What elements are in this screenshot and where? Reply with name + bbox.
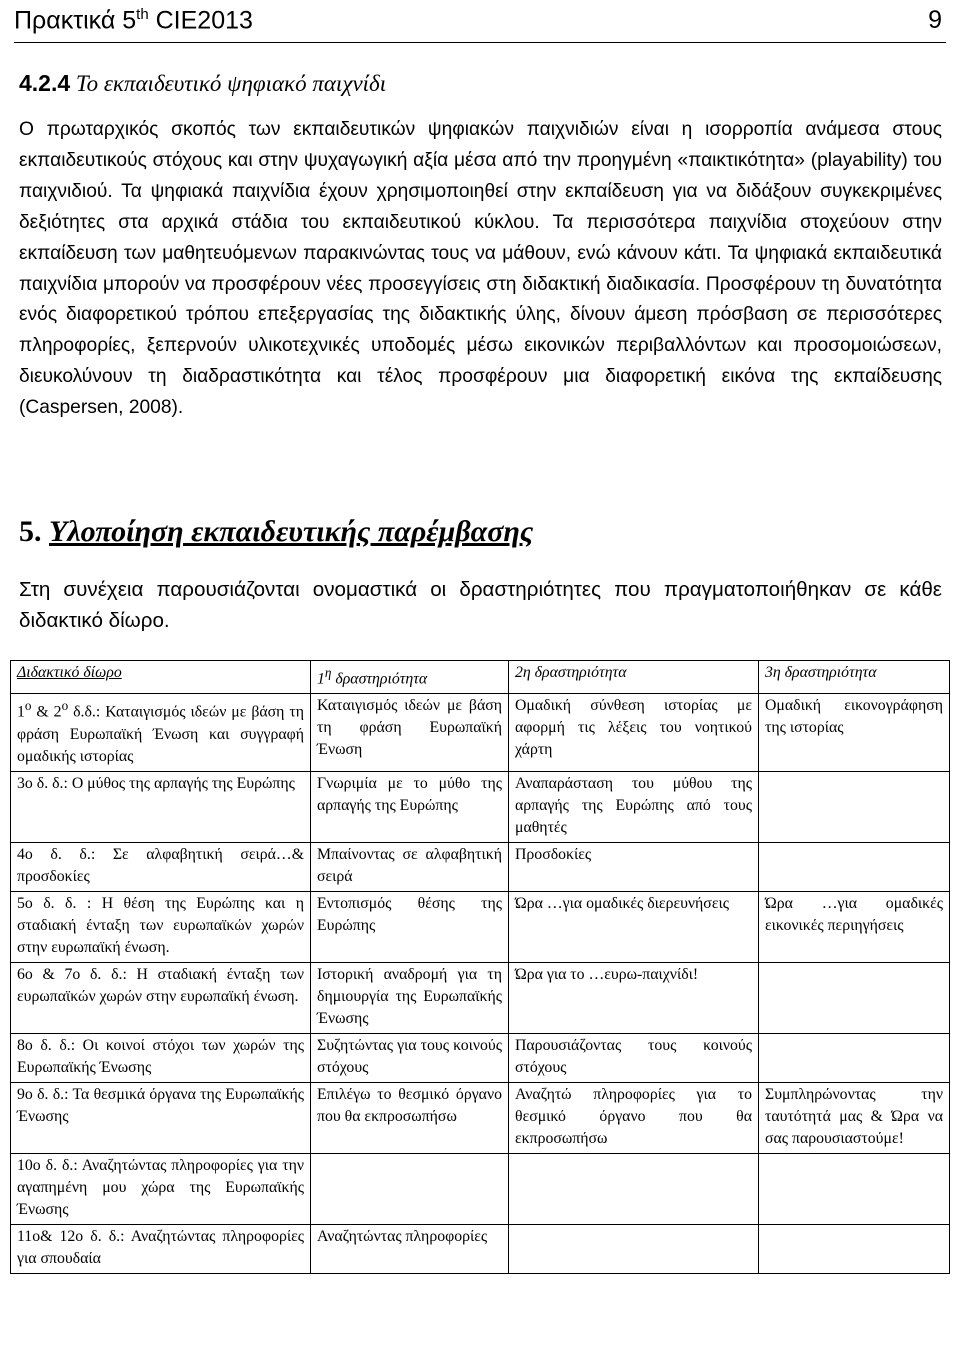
cell-period: 4ο δ. δ.: Σε αλφαβητική σειρά…& προσδοκίες	[11, 842, 311, 891]
cell-activity-1: Εντοπισμός θέσης της Ευρώπης	[311, 891, 509, 962]
header-activity-1: $1^\eta$ δραστηριότητα	[311, 661, 509, 694]
section-heading-5: 5. Υλοποίηση εκπαιδευτικής παρέμβασης	[19, 515, 534, 548]
cell-period: 9ο δ. δ.: Τα θεσμικά όργανα της Ευρωπαϊκής Ένωσης	[11, 1082, 311, 1153]
cell-period: 3ο δ. δ.: Ο μύθος της αρπαγής της Ευρώπης	[11, 771, 311, 842]
cell-activity-3: Συμπληρώνοντας την ταυτότητά μας & Ώρα να σας παρουσιαστούμε!	[759, 1082, 950, 1153]
cell-activity-1	[311, 1153, 509, 1224]
cell-activity-3	[759, 1033, 950, 1082]
cell-activity-3: Ομαδική εικονογράφηση της ιστορίας	[759, 694, 950, 771]
cell-activity-1: Συζητώντας για τους κοινούς στόχους	[311, 1033, 509, 1082]
header-activity-3: 3η δραστηριότητα	[759, 661, 950, 694]
cell-activity-1: Γνωριμία με το μύθο της αρπαγής της Ευρώπης	[311, 771, 509, 842]
cell-activity-3	[759, 1153, 950, 1224]
table-row	[11, 771, 950, 842]
cell-period: 5ο δ. δ. : Η θέση της Ευρώπης και η σταδιακή ένταξη των ευρωπαϊκών χωρών στην ευρωπαϊκή ένωση.	[11, 891, 311, 962]
table-row	[11, 694, 950, 771]
section-heading-4-2-4: 4.2.4 Το εκπαιδευτικό ψηφιακό παιχνίδι	[19, 70, 387, 96]
cell-activity-1: Μπαίνοντας σε αλφαβητική σειρά	[311, 842, 509, 891]
cell-activity-1: Αναζητώντας πληροφορίες	[311, 1224, 509, 1273]
cell-period: 8ο δ. δ.: Οι κοινοί στόχοι των χωρών της Ευρωπαϊκής Ένωσης	[11, 1033, 311, 1082]
cell-activity-2: Ώρα …για ομαδικές διερευνήσεις	[509, 891, 759, 962]
page-header	[14, 4, 946, 43]
cell-activity-2: Αναζητώ πληροφορίες για το θεσμικό όργανο που θα εκπροσωπήσω	[509, 1082, 759, 1153]
cell-period: 6ο & 7ο δ. δ.: Η σταδιακή ένταξη των ευρωπαϊκών χωρών στην ευρωπαϊκή ένωση.	[11, 962, 311, 1033]
table-row	[11, 962, 950, 1033]
table-row	[11, 842, 950, 891]
cell-activity-2	[509, 1224, 759, 1273]
cell-activity-2: Παρουσιάζοντας τους κοινούς στόχους	[509, 1033, 759, 1082]
header-title: Πρακτικά 5th CIE2013	[14, 6, 253, 35]
cell-activity-1: Ιστορική αναδρομή για τη δημιουργία της Ευρωπαϊκής Ένωσης	[311, 962, 509, 1033]
cell-activity-2: Αναπαράσταση του μύθου της αρπαγής της Ευρώπης από τους μαθητές	[509, 771, 759, 842]
header-activity-2: 2η δραστηριότητα	[509, 661, 759, 694]
table-row	[11, 1082, 950, 1153]
header-teaching-period: Διδακτικό δίωρο	[11, 661, 311, 694]
table-header-row	[11, 661, 950, 694]
table-row	[11, 891, 950, 962]
paragraph-intro-activities: Στη συνέχεια παρουσιάζονται ονομαστικά οι δραστηριότητες που πραγματοποιήθηκαν σε κάθε διδακτικό δίωρο.	[19, 578, 942, 632]
table-row	[11, 1224, 950, 1273]
cell-activity-3	[759, 1224, 950, 1273]
cell-activity-2: Προσδοκίες	[509, 842, 759, 891]
page-number: 9	[928, 6, 942, 34]
cell-activity-1: Καταιγισμός ιδεών με βάση τη φράση Ευρωπαϊκή Ένωση	[311, 694, 509, 771]
cell-activity-3	[759, 962, 950, 1033]
paragraph-educational-games: Ο πρωταρχικός σκοπός των εκπαιδευτικών ψηφιακών παιχνιδιών είναι η ισορροπία ανάμεσα στους εκπαιδευτικούς στόχους και στην ψυχαγωγική αξία μέσα από την προηγμένη «παικτικότητα» (playability) του παιχνιδιού. Τα ψηφιακά παιχνίδια έχουν χρησιμοποιηθεί στην εκπαίδευση για να διδάξουν συγκεκριμένες δεξιότητες στα αρχικά στάδια του εκπαιδευτικού κύκλου. Τα περισσότερα παιχνίδια στοχεύουν στην εκπαίδευση των μαθητευόμενων παρακινώντας τους να μάθουν, ενώ κάνουν κάτι. Τα ψηφιακά εκπαιδευτικά παιχνίδια μπορούν να προσφέρουν νέες προσεγγίσεις στη διδακτική διαδικασία. Προσφέρουν τη δυνατότητα ενός διαφορετικού τρόπου επεξεργασίας της διδακτικής ύλης, δίνουν άμεση πρόσβαση σε περισσότερες πληροφορίες, ξεπερνούν υλικοτεχνικές υποδομές μέσω εικονικών περιβαλλόντων και προσομοιώσεων, διευκολύνουν τη διαδραστικότητα και τέλος προσφέρουν μια διαφορετική εικόνα της εκπαίδευσης (Caspersen, 2008).	[19, 119, 942, 419]
cell-activity-2: Ώρα για το …ευρω-παιχνίδι!	[509, 962, 759, 1033]
table-row	[11, 1153, 950, 1224]
cell-activity-2: Ομαδική σύνθεση ιστορίας με αφορμή τις λέξεις του νοητικού χάρτη	[509, 694, 759, 771]
activities-table	[10, 660, 950, 1274]
cell-period: $1^o$ & $2^o$ δ.δ.: Καταιγισμός ιδεών με βάση τη φράση Ευρωπαϊκή Ένωση και συγγραφή ομαδικής ιστορίας	[11, 694, 311, 771]
cell-activity-3	[759, 842, 950, 891]
cell-activity-2	[509, 1153, 759, 1224]
cell-period: 10ο δ. δ.: Αναζητώντας πληροφορίες για την αγαπημένη μου χώρα της Ευρωπαϊκής Ένωσης	[11, 1153, 311, 1224]
cell-activity-3: Ώρα …για ομαδικές εικονικές περιηγήσεις	[759, 891, 950, 962]
cell-activity-3	[759, 771, 950, 842]
cell-period: 11ο& 12ο δ. δ.: Αναζητώντας πληροφορίες για σπουδαία	[11, 1224, 311, 1273]
table-row	[11, 1033, 950, 1082]
cell-activity-1: Επιλέγω το θεσμικό όργανο που θα εκπροσωπήσω	[311, 1082, 509, 1153]
